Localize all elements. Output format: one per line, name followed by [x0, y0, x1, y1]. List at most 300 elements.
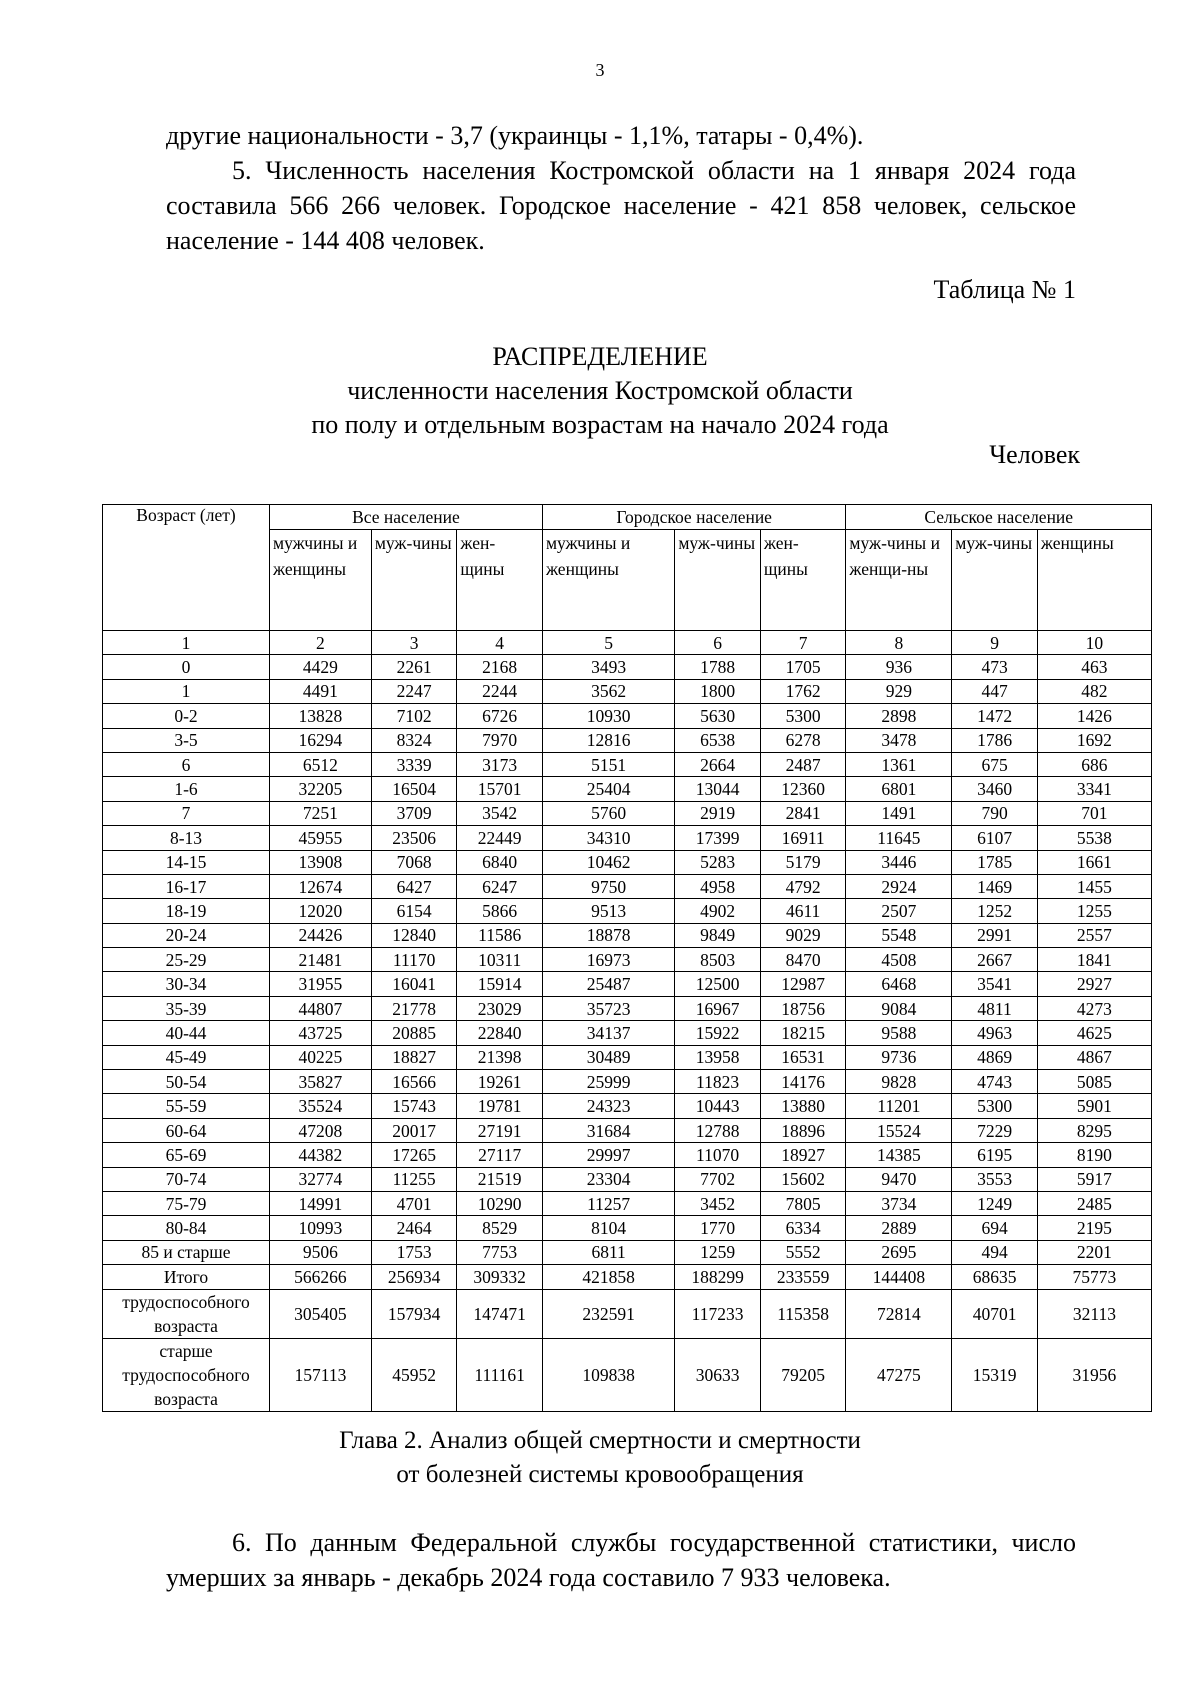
value-cell: 1705 — [760, 655, 846, 679]
value-cell: 1255 — [1037, 899, 1151, 923]
value-cell: 9506 — [270, 1240, 372, 1264]
value-cell: 1252 — [952, 899, 1038, 923]
age-cell: 6 — [103, 752, 270, 776]
value-cell: 17265 — [371, 1143, 457, 1167]
value-cell: 2664 — [675, 752, 761, 776]
value-cell: 256934 — [371, 1265, 457, 1289]
value-cell: 12500 — [675, 972, 761, 996]
table-unit: Человек — [989, 440, 1080, 469]
value-cell: 22449 — [457, 826, 543, 850]
value-cell: 1472 — [952, 704, 1038, 728]
value-cell: 13880 — [760, 1094, 846, 1118]
table-label: Таблица № 1 — [933, 275, 1076, 304]
age-cell: 3-5 — [103, 728, 270, 752]
column-number: 9 — [952, 631, 1038, 655]
value-cell: 15319 — [952, 1338, 1038, 1411]
subheader: женщины — [1037, 530, 1151, 631]
value-cell: 7102 — [371, 704, 457, 728]
column-numbers-row — [103, 631, 1152, 655]
value-cell: 18215 — [760, 1021, 846, 1045]
value-cell: 18878 — [542, 923, 674, 947]
subheader: муж-чины — [675, 530, 761, 631]
value-cell: 929 — [846, 679, 952, 703]
group-header-rural: Сельское население — [846, 505, 1152, 530]
value-cell: 9588 — [846, 1021, 952, 1045]
value-cell: 27191 — [457, 1118, 543, 1142]
value-cell: 21398 — [457, 1045, 543, 1069]
value-cell: 5548 — [846, 923, 952, 947]
value-cell: 686 — [1037, 752, 1151, 776]
value-cell: 2667 — [952, 948, 1038, 972]
value-cell: 5300 — [952, 1094, 1038, 1118]
value-cell: 15914 — [457, 972, 543, 996]
value-cell: 4273 — [1037, 996, 1151, 1020]
subheader: жен-щины — [457, 530, 543, 631]
value-cell: 13958 — [675, 1045, 761, 1069]
value-cell: 14385 — [846, 1143, 952, 1167]
value-cell: 18927 — [760, 1143, 846, 1167]
value-cell: 9513 — [542, 899, 674, 923]
table-row — [103, 728, 1152, 752]
value-cell: 4811 — [952, 996, 1038, 1020]
value-cell: 32774 — [270, 1167, 372, 1191]
value-cell: 6468 — [846, 972, 952, 996]
value-cell: 16973 — [542, 948, 674, 972]
table-row — [103, 850, 1152, 874]
value-cell: 44382 — [270, 1143, 372, 1167]
value-cell: 40225 — [270, 1045, 372, 1069]
value-cell: 10311 — [457, 948, 543, 972]
value-cell: 14991 — [270, 1191, 372, 1215]
value-cell: 111161 — [457, 1338, 543, 1411]
value-cell: 19261 — [457, 1070, 543, 1094]
value-cell: 790 — [952, 801, 1038, 825]
age-cell: 30-34 — [103, 972, 270, 996]
value-cell: 8470 — [760, 948, 846, 972]
value-cell: 9750 — [542, 874, 674, 898]
value-cell: 5538 — [1037, 826, 1151, 850]
age-cell: 70-74 — [103, 1167, 270, 1191]
subheader: жен-щины — [760, 530, 846, 631]
value-cell: 18756 — [760, 996, 846, 1020]
value-cell: 47275 — [846, 1338, 952, 1411]
table-row — [103, 1118, 1152, 1142]
value-cell: 3493 — [542, 655, 674, 679]
age-cell: 60-64 — [103, 1118, 270, 1142]
value-cell: 30489 — [542, 1045, 674, 1069]
value-cell: 1455 — [1037, 874, 1151, 898]
table-row — [103, 1167, 1152, 1191]
population-table — [102, 504, 1152, 1412]
age-cell: 8-13 — [103, 826, 270, 850]
age-cell: 35-39 — [103, 996, 270, 1020]
value-cell: 10462 — [542, 850, 674, 874]
value-cell: 40701 — [952, 1289, 1038, 1338]
subheader: мужчины и женщины — [270, 530, 372, 631]
table-row — [103, 1143, 1152, 1167]
value-cell: 75773 — [1037, 1265, 1151, 1289]
table-row — [103, 655, 1152, 679]
value-cell: 18896 — [760, 1118, 846, 1142]
age-cell: 18-19 — [103, 899, 270, 923]
value-cell: 12674 — [270, 874, 372, 898]
value-cell: 694 — [952, 1216, 1038, 1240]
column-number: 10 — [1037, 631, 1151, 655]
value-cell: 15602 — [760, 1167, 846, 1191]
table-row — [103, 752, 1152, 776]
value-cell: 6107 — [952, 826, 1038, 850]
age-cell: 0 — [103, 655, 270, 679]
value-cell: 45955 — [270, 826, 372, 850]
value-cell: 13828 — [270, 704, 372, 728]
value-cell: 79205 — [760, 1338, 846, 1411]
value-cell: 20885 — [371, 1021, 457, 1045]
table-body — [103, 631, 1152, 1412]
value-cell: 2464 — [371, 1216, 457, 1240]
subheader: муж-чины — [952, 530, 1038, 631]
table-row — [103, 1338, 1152, 1411]
value-cell: 34310 — [542, 826, 674, 850]
value-cell: 16504 — [371, 777, 457, 801]
value-cell: 1785 — [952, 850, 1038, 874]
column-number: 6 — [675, 631, 761, 655]
value-cell: 936 — [846, 655, 952, 679]
value-cell: 16294 — [270, 728, 372, 752]
value-cell: 12987 — [760, 972, 846, 996]
value-cell: 2507 — [846, 899, 952, 923]
subheader: муж-чины — [371, 530, 457, 631]
value-cell: 1259 — [675, 1240, 761, 1264]
table-row — [103, 972, 1152, 996]
value-cell: 16911 — [760, 826, 846, 850]
value-cell: 17399 — [675, 826, 761, 850]
subheader: муж-чины и женщи-ны — [846, 530, 952, 631]
value-cell: 2924 — [846, 874, 952, 898]
value-cell: 3452 — [675, 1191, 761, 1215]
value-cell: 8503 — [675, 948, 761, 972]
value-cell: 29997 — [542, 1143, 674, 1167]
value-cell: 22840 — [457, 1021, 543, 1045]
value-cell: 494 — [952, 1240, 1038, 1264]
value-cell: 15922 — [675, 1021, 761, 1045]
value-cell: 27117 — [457, 1143, 543, 1167]
value-cell: 2485 — [1037, 1191, 1151, 1215]
column-number: 1 — [103, 631, 270, 655]
value-cell: 13908 — [270, 850, 372, 874]
value-cell: 675 — [952, 752, 1038, 776]
value-cell: 1692 — [1037, 728, 1151, 752]
table-row — [103, 1265, 1152, 1289]
value-cell: 16531 — [760, 1045, 846, 1069]
value-cell: 147471 — [457, 1289, 543, 1338]
value-cell: 35723 — [542, 996, 674, 1020]
value-cell: 188299 — [675, 1265, 761, 1289]
table-subtitle-1: численности населения Костромской области — [347, 376, 853, 405]
age-cell: 25-29 — [103, 948, 270, 972]
value-cell: 9828 — [846, 1070, 952, 1094]
value-cell: 4743 — [952, 1070, 1038, 1094]
table-row — [103, 1045, 1152, 1069]
value-cell: 701 — [1037, 801, 1151, 825]
chapter-heading-line-1: Глава 2. Анализ общей смертности и смертности — [339, 1427, 861, 1454]
table-row — [103, 1094, 1152, 1118]
value-cell: 117233 — [675, 1289, 761, 1338]
table-subtitle-2: по полу и отдельным возрастам на начало 2024 года — [311, 410, 889, 439]
value-cell: 4958 — [675, 874, 761, 898]
value-cell: 32113 — [1037, 1289, 1151, 1338]
value-cell: 6840 — [457, 850, 543, 874]
value-cell: 2557 — [1037, 923, 1151, 947]
age-cell: 45-49 — [103, 1045, 270, 1069]
age-cell: 55-59 — [103, 1094, 270, 1118]
value-cell: 35524 — [270, 1094, 372, 1118]
table-row — [103, 679, 1152, 703]
paragraph-5: 5. Численность населения Костромской области на 1 января 2024 года составила 566 266 человек. Городское население - 421 858 человек, сельское население - 144 408 человек. — [166, 156, 1076, 255]
value-cell: 3339 — [371, 752, 457, 776]
age-cell: 1 — [103, 679, 270, 703]
value-cell: 3562 — [542, 679, 674, 703]
value-cell: 3460 — [952, 777, 1038, 801]
value-cell: 12816 — [542, 728, 674, 752]
age-cell: 50-54 — [103, 1070, 270, 1094]
value-cell: 12020 — [270, 899, 372, 923]
value-cell: 2247 — [371, 679, 457, 703]
value-cell: 3734 — [846, 1191, 952, 1215]
table-row — [103, 826, 1152, 850]
value-cell: 447 — [952, 679, 1038, 703]
age-cell: 65-69 — [103, 1143, 270, 1167]
value-cell: 16041 — [371, 972, 457, 996]
subheader: мужчины и женщины — [542, 530, 674, 631]
value-cell: 144408 — [846, 1265, 952, 1289]
value-cell: 24323 — [542, 1094, 674, 1118]
age-cell: 14-15 — [103, 850, 270, 874]
column-number: 3 — [371, 631, 457, 655]
value-cell: 1249 — [952, 1191, 1038, 1215]
value-cell: 463 — [1037, 655, 1151, 679]
value-cell: 2889 — [846, 1216, 952, 1240]
table-title: РАСПРЕДЕЛЕНИЕ — [492, 342, 708, 371]
value-cell: 20017 — [371, 1118, 457, 1142]
value-cell: 6538 — [675, 728, 761, 752]
value-cell: 19781 — [457, 1094, 543, 1118]
value-cell: 2261 — [371, 655, 457, 679]
table-row — [103, 704, 1152, 728]
value-cell: 3341 — [1037, 777, 1151, 801]
value-cell: 16566 — [371, 1070, 457, 1094]
value-cell: 2244 — [457, 679, 543, 703]
value-cell: 10290 — [457, 1191, 543, 1215]
value-cell: 2195 — [1037, 1216, 1151, 1240]
age-cell: 16-17 — [103, 874, 270, 898]
value-cell: 12840 — [371, 923, 457, 947]
value-cell: 44807 — [270, 996, 372, 1020]
intro-line: другие национальности - 3,7 (украинцы - 1,1%, татары - 0,4%). — [166, 121, 864, 150]
value-cell: 7068 — [371, 850, 457, 874]
value-cell: 12360 — [760, 777, 846, 801]
value-cell: 566266 — [270, 1265, 372, 1289]
value-cell: 24426 — [270, 923, 372, 947]
age-cell: 75-79 — [103, 1191, 270, 1215]
value-cell: 6278 — [760, 728, 846, 752]
group-header-urban: Городское население — [542, 505, 845, 530]
column-number: 8 — [846, 631, 952, 655]
value-cell: 1800 — [675, 679, 761, 703]
value-cell: 232591 — [542, 1289, 674, 1338]
value-cell: 14176 — [760, 1070, 846, 1094]
value-cell: 1841 — [1037, 948, 1151, 972]
value-cell: 10930 — [542, 704, 674, 728]
value-cell: 7970 — [457, 728, 543, 752]
table-row — [103, 1289, 1152, 1338]
age-header: Возраст (лет) — [103, 505, 270, 631]
value-cell: 21778 — [371, 996, 457, 1020]
value-cell: 45952 — [371, 1338, 457, 1411]
value-cell: 25404 — [542, 777, 674, 801]
value-cell: 15701 — [457, 777, 543, 801]
value-cell: 6811 — [542, 1240, 674, 1264]
value-cell: 12788 — [675, 1118, 761, 1142]
value-cell: 157113 — [270, 1338, 372, 1411]
value-cell: 5085 — [1037, 1070, 1151, 1094]
value-cell: 233559 — [760, 1265, 846, 1289]
value-cell: 6247 — [457, 874, 543, 898]
value-cell: 9736 — [846, 1045, 952, 1069]
value-cell: 68635 — [952, 1265, 1038, 1289]
value-cell: 31684 — [542, 1118, 674, 1142]
value-cell: 5901 — [1037, 1094, 1151, 1118]
value-cell: 11823 — [675, 1070, 761, 1094]
value-cell: 2168 — [457, 655, 543, 679]
value-cell: 10443 — [675, 1094, 761, 1118]
value-cell: 2927 — [1037, 972, 1151, 996]
chapter-heading — [0, 1424, 1200, 1492]
value-cell: 2898 — [846, 704, 952, 728]
value-cell: 31956 — [1037, 1338, 1151, 1411]
value-cell: 11255 — [371, 1167, 457, 1191]
paragraph-6: 6. По данным Федеральной службы государственной статистики, число умерших за январь - декабрь 2024 года составило 7 933 человека. — [166, 1528, 1076, 1592]
value-cell: 3173 — [457, 752, 543, 776]
value-cell: 1753 — [371, 1240, 457, 1264]
value-cell: 421858 — [542, 1265, 674, 1289]
value-cell: 1788 — [675, 655, 761, 679]
value-cell: 9470 — [846, 1167, 952, 1191]
age-cell: трудоспособного возраста — [103, 1289, 270, 1338]
value-cell: 6512 — [270, 752, 372, 776]
column-number: 7 — [760, 631, 846, 655]
value-cell: 25487 — [542, 972, 674, 996]
value-cell: 5630 — [675, 704, 761, 728]
value-cell: 6195 — [952, 1143, 1038, 1167]
value-cell: 4611 — [760, 899, 846, 923]
value-cell: 21481 — [270, 948, 372, 972]
value-cell: 4701 — [371, 1191, 457, 1215]
value-cell: 7229 — [952, 1118, 1038, 1142]
value-cell: 32205 — [270, 777, 372, 801]
value-cell: 72814 — [846, 1289, 952, 1338]
value-cell: 305405 — [270, 1289, 372, 1338]
value-cell: 157934 — [371, 1289, 457, 1338]
value-cell: 7805 — [760, 1191, 846, 1215]
value-cell: 3446 — [846, 850, 952, 874]
value-cell: 25999 — [542, 1070, 674, 1094]
age-cell: 40-44 — [103, 1021, 270, 1045]
value-cell: 11201 — [846, 1094, 952, 1118]
age-cell: 0-2 — [103, 704, 270, 728]
value-cell: 2695 — [846, 1240, 952, 1264]
value-cell: 23029 — [457, 996, 543, 1020]
value-cell: 15743 — [371, 1094, 457, 1118]
table-row — [103, 1216, 1152, 1240]
value-cell: 30633 — [675, 1338, 761, 1411]
value-cell: 473 — [952, 655, 1038, 679]
value-cell: 115358 — [760, 1289, 846, 1338]
value-cell: 1661 — [1037, 850, 1151, 874]
value-cell: 4902 — [675, 899, 761, 923]
value-cell: 4508 — [846, 948, 952, 972]
value-cell: 43725 — [270, 1021, 372, 1045]
value-cell: 2991 — [952, 923, 1038, 947]
column-number: 5 — [542, 631, 674, 655]
value-cell: 5760 — [542, 801, 674, 825]
table-row — [103, 1070, 1152, 1094]
value-cell: 4491 — [270, 679, 372, 703]
table-row — [103, 1191, 1152, 1215]
value-cell: 7251 — [270, 801, 372, 825]
value-cell: 2201 — [1037, 1240, 1151, 1264]
value-cell: 4625 — [1037, 1021, 1151, 1045]
chapter-heading-line-2: от болезней системы кровообращения — [396, 1461, 804, 1488]
value-cell: 6427 — [371, 874, 457, 898]
value-cell: 47208 — [270, 1118, 372, 1142]
table-row — [103, 923, 1152, 947]
value-cell: 5300 — [760, 704, 846, 728]
age-cell: 85 и старше — [103, 1240, 270, 1264]
value-cell: 11645 — [846, 826, 952, 850]
value-cell: 1426 — [1037, 704, 1151, 728]
value-cell: 1786 — [952, 728, 1038, 752]
table-row — [103, 874, 1152, 898]
value-cell: 23304 — [542, 1167, 674, 1191]
value-cell: 3478 — [846, 728, 952, 752]
value-cell: 1361 — [846, 752, 952, 776]
value-cell: 4429 — [270, 655, 372, 679]
table-row — [103, 777, 1152, 801]
value-cell: 10993 — [270, 1216, 372, 1240]
table-row — [103, 948, 1152, 972]
value-cell: 16967 — [675, 996, 761, 1020]
value-cell: 9849 — [675, 923, 761, 947]
value-cell: 18827 — [371, 1045, 457, 1069]
column-number: 2 — [270, 631, 372, 655]
value-cell: 4792 — [760, 874, 846, 898]
value-cell: 8529 — [457, 1216, 543, 1240]
value-cell: 11257 — [542, 1191, 674, 1215]
value-cell: 31955 — [270, 972, 372, 996]
table-row — [103, 899, 1152, 923]
value-cell: 8324 — [371, 728, 457, 752]
value-cell: 2919 — [675, 801, 761, 825]
value-cell: 1762 — [760, 679, 846, 703]
age-cell: 20-24 — [103, 923, 270, 947]
value-cell: 15524 — [846, 1118, 952, 1142]
value-cell: 109838 — [542, 1338, 674, 1411]
value-cell: 7702 — [675, 1167, 761, 1191]
age-cell: 1-6 — [103, 777, 270, 801]
value-cell: 5151 — [542, 752, 674, 776]
column-number: 4 — [457, 631, 543, 655]
value-cell: 4867 — [1037, 1045, 1151, 1069]
